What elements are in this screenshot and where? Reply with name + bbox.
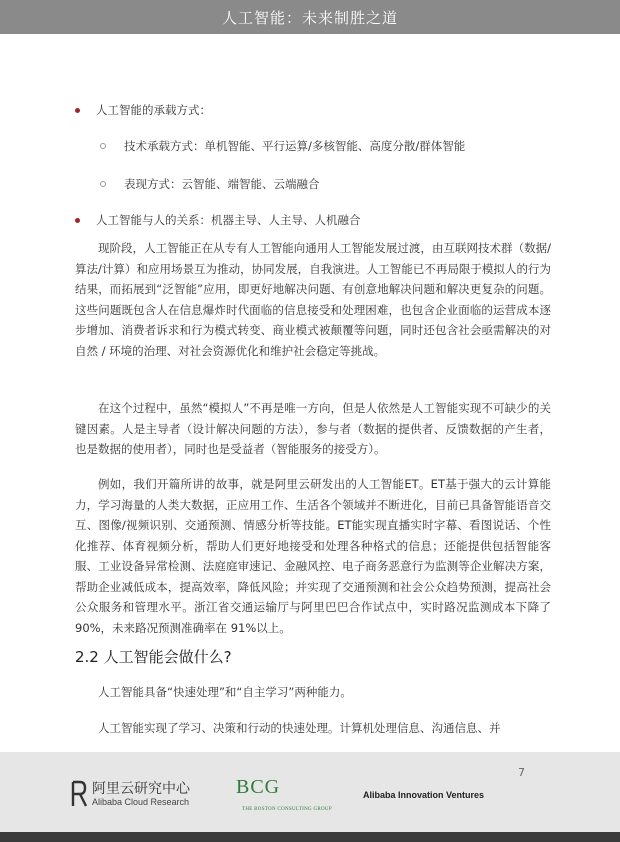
page-header [0,0,620,34]
circle-bullet-icon [100,181,106,187]
aliyun-logo-cn: 阿里云研究中心 [92,781,190,797]
aliyun-logo [70,776,210,812]
aiv-logo: Alibaba Innovation Ventures [363,790,485,800]
bcg-logo [236,776,336,816]
page-number: 7 [518,766,525,779]
bullet-icon [75,218,80,223]
section-heading: 2.2 人工智能会做什么? [75,648,232,666]
body-paragraph: 人工智能具备“快速处理”和“自主学习”两种能力。 [98,685,352,699]
bottom-bar [0,832,620,842]
bcg-tagline: THE BOSTON CONSULTING GROUP [242,807,332,812]
aliyun-logo-en: Alibaba Cloud Research [92,797,190,807]
body-paragraph: 人工智能实现了学习、决策和行动的快速处理。计算机处理信息、沟通信息、并 [98,721,501,735]
sub-bullet-text: 表现方式：云智能、端智能、云端融合 [124,177,320,191]
bullet-text: 人工智能的承载方式： [96,103,211,117]
aliyun-mark-icon [70,780,88,808]
bullet-text: 人工智能与人的关系：机器主导、人主导、人机融合 [96,213,361,227]
circle-bullet-icon [100,143,106,149]
body-paragraph: 例如，我们开篇所讲的故事，就是阿里云研发出的人工智能ET。ET基于强大的云计算能力，学习海量的人类大数据，正应用工作、生活各个领域并不断进化，目前已具备智能语音交互、图像/视频识别、交通预测、情感分析等技能。ET能实现直播实时字幕、看图说话、个性化推荐、体育视频分析，帮助人们更好地接受和处理各种格式的信息；还能提供包括智能客服、工业设备异常检测、法庭庭审速记、金融风控、电子商务恶意行为监测等企业解决方案，帮助企业减低成本，提高效率，降低风险；并实现了交通预测和社会公众趋势预测，提高社会公众服务和管理水平。浙江省交通运输厅与阿里巴巴合作试点中，实时路况监测成本下降了 90%，未来路况预测准确率在 91%以上。 [75,477,551,635]
header-title: 人工智能：未来制胜之道 [221,8,398,27]
bcg-wordmark: BCG [236,776,281,798]
page-footer [0,752,620,832]
bullet-icon [75,108,80,113]
sub-bullet-text: 技术承载方式：单机智能、平行运算/多核智能、高度分散/群体智能 [124,139,466,153]
body-paragraph: 在这个过程中，虽然“模拟人”不再是唯一方向，但是人依然是人工智能实现不可缺少的关键因素。人是主导者（设计解决问题的方法），参与者（数据的提供者、反馈数据的产生者，也是数据的使用者），同时也是受益者（智能服务的接受方）。 [75,401,551,456]
body-paragraph: 现阶段，人工智能正在从专有人工智能向通用人工智能发展过渡，由互联网技术群（数据/算法/计算）和应用场景互为推动，协同发展，自我演进。人工智能已不再局限于模拟人的行为结果，而拓展到“泛智能”应用，即更好地解决问题、有创意地解决问题和解决更复杂的问题。这些问题既包含人在信息爆炸时代面临的信息接受和处理困难，也包含企业面临的运营成本逐步增加、消费者诉求和行为模式转变、商业模式被颠覆等问题，同时还包含社会亟需解决的对自然 / 环境的治理、对社会资源优化和维护社会稳定等挑战。 [75,241,551,358]
